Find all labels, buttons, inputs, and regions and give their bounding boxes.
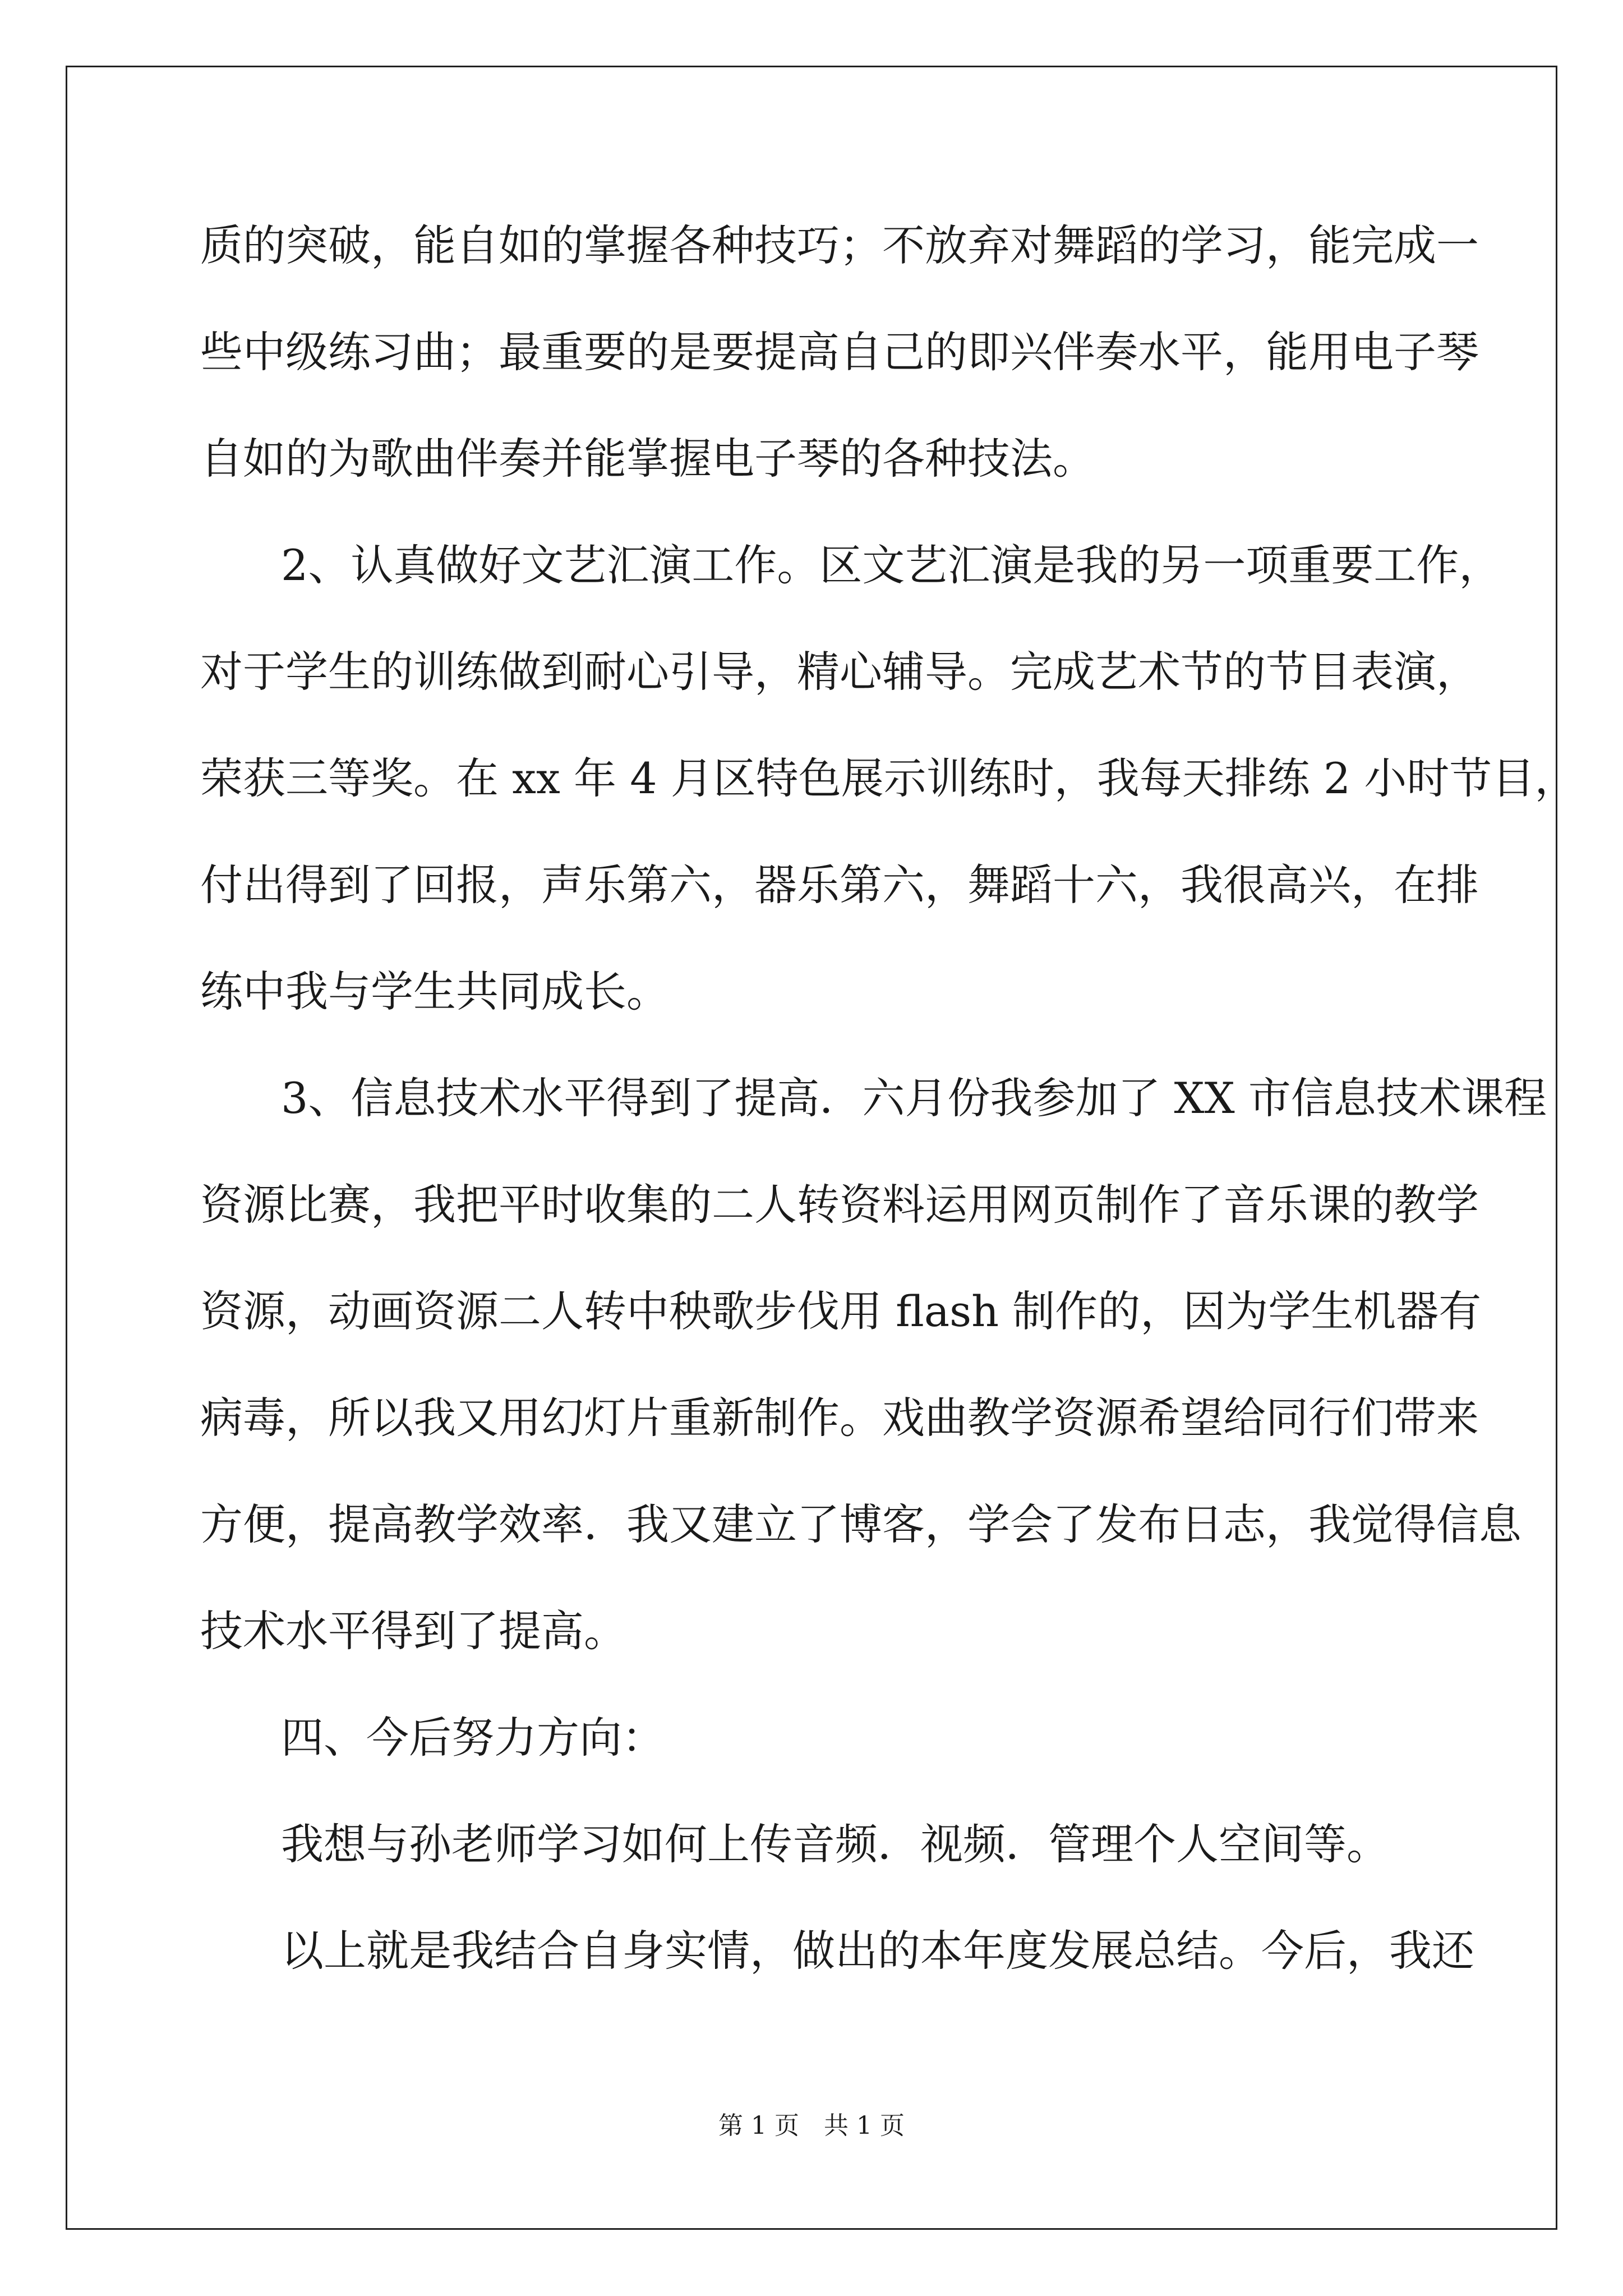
paragraph-5: 我想与孙老师学习如何上传音频．视频．管理个人空间等。 xyxy=(281,1819,1389,1869)
text-line-3: 自如的为歌曲伴奏并能掌握电子琴的各种技法。 xyxy=(200,434,1095,484)
text-line-1: 质的突破，能自如的掌握各种技巧；不放弃对舞蹈的学习，能完成一 xyxy=(200,220,1479,270)
text-line-12: 病毒，所以我又用幻灯片重新制作。戏曲教学资源希望给同行们带来 xyxy=(200,1393,1479,1443)
paragraph-3-start: 3、信息技术水平得到了提高．六月份我参加了 XX 市信息技术课程 xyxy=(281,1073,1547,1123)
text-line-14: 技术水平得到了提高。 xyxy=(200,1606,626,1656)
text-line-7: 付出得到了回报，声乐第六，器乐第六，舞蹈十六，我很高兴，在排 xyxy=(200,860,1479,910)
paragraph-2-start: 2、认真做好文艺汇演工作。区文艺汇演是我的另一项重要工作， xyxy=(281,540,1502,590)
paragraph-6-start: 以上就是我结合自身实情，做出的本年度发展总结。今后，我还 xyxy=(281,1926,1474,1976)
section-heading: 四、今后努力方向： xyxy=(281,1713,665,1763)
text-line-13: 方便，提高教学效率．我又建立了博客，学会了发布日志，我觉得信息 xyxy=(200,1499,1521,1549)
page-number-footer: 第 1 页 共 1 页 xyxy=(718,2111,905,2140)
text-line-6: 荣获三等奖。在 xx 年 4 月区特色展示训练时，我每天排练 2 小时节目， xyxy=(200,753,1578,803)
text-line-11: 资源，动画资源二人转中秧歌步伐用 flash 制作的，因为学生机器有 xyxy=(200,1286,1482,1336)
page-border xyxy=(66,66,1557,2230)
text-line-10: 资源比赛，我把平时收集的二人转资料运用网页制作了音乐课的教学 xyxy=(200,1180,1479,1230)
text-line-5: 对于学生的训练做到耐心引导，精心辅导。完成艺术节的节目表演， xyxy=(200,647,1479,697)
text-line-8: 练中我与学生共同成长。 xyxy=(200,967,669,1016)
text-line-2: 些中级练习曲；最重要的是要提高自己的即兴伴奏水平，能用电子琴 xyxy=(200,327,1479,377)
